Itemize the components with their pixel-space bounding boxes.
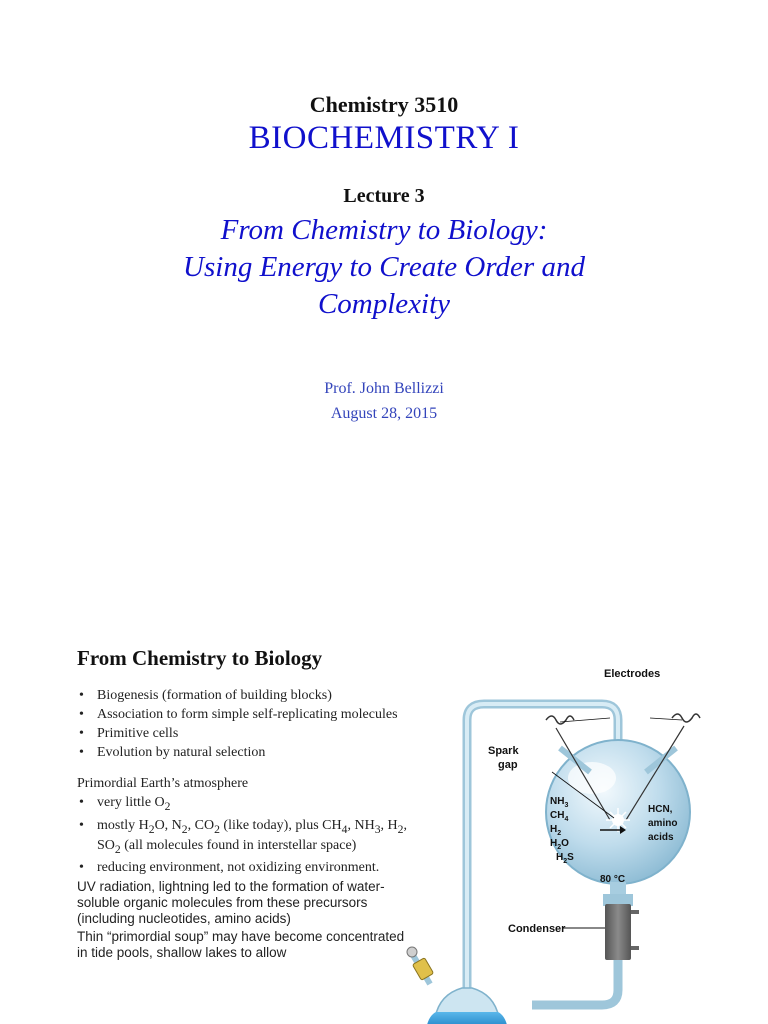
products-label: acids: [648, 832, 674, 843]
condenser: [605, 904, 631, 960]
electrodes-label: Electrodes: [604, 668, 661, 680]
author-block: [0, 376, 768, 426]
lecture-title-line: From Chemistry to Biology:: [220, 214, 548, 246]
gas-label: $CH_4$: [550, 810, 569, 823]
atmosphere-list: [77, 795, 407, 876]
right-coil: [672, 714, 700, 722]
gas-label: $NH_3$: [550, 796, 569, 809]
slide-body: [77, 688, 407, 963]
lecture-number: Lecture 3: [343, 185, 425, 207]
spark-label: Spark: [488, 745, 519, 757]
course-title: BIOCHEMISTRY I: [248, 120, 520, 156]
list-item: • reducing environment, not oxidizing environment.: [77, 860, 407, 876]
water: [426, 1012, 508, 1024]
gas-label: $H_2S$: [556, 852, 574, 865]
electrodes-pointer: [650, 718, 682, 720]
miller-urey-apparatus-diagram: [392, 660, 722, 1024]
products-label: amino: [648, 818, 678, 829]
content-slide: [0, 610, 768, 1024]
soup-paragraph: Thin “primordial soup” may have become concentrated in tide pools, shallow lakes to allow: [77, 929, 405, 961]
biogenesis-list: [77, 688, 407, 761]
lecture-title-line: Complexity: [317, 288, 451, 320]
list-item: • Primitive cells: [77, 726, 407, 742]
condenser-port: [631, 946, 639, 950]
course-number: Chemistry 3510: [309, 92, 459, 117]
condenser-label: Condenser: [508, 923, 566, 935]
left-coil: [546, 716, 574, 724]
gas-label: $H_2$: [550, 824, 562, 837]
list-item: • Evolution by natural selection: [77, 745, 407, 761]
list-item: • very little $O_2$: [77, 795, 407, 815]
slide-heading: From Chemistry to Biology: [77, 646, 323, 670]
professor-name: Prof. John Bellizzi: [324, 380, 444, 397]
condenser-port: [631, 910, 639, 914]
list-item: • Association to form simple self-replicating molecules: [77, 707, 407, 723]
lecture-title-line: Using Energy to Create Order and: [183, 251, 585, 283]
atmosphere-heading: Primordial Earth’s atmosphere: [77, 776, 249, 791]
uv-paragraph: UV radiation, lightning led to the formation of water-soluble organic molecules from these precursors (including nucleotides, amino acids): [77, 879, 385, 927]
list-item: • Biogenesis (formation of building blocks): [77, 688, 407, 704]
temperature-label: 80 °C: [600, 874, 626, 885]
valve-knob-icon: [407, 947, 417, 957]
gap-label: gap: [498, 759, 518, 771]
list-item: • mostly $H_2O$, $N_2$, $CO_2$ (like today), plus $CH_4$, $NH_3$, $H_2$, $SO_2$ (all molecules found in interstellar space): [77, 818, 407, 858]
gas-label: $H_2O$: [550, 838, 569, 851]
products-label: HCN,: [648, 804, 673, 815]
lecture-date: August 28, 2015: [330, 405, 438, 422]
lecture-title: [0, 212, 768, 323]
